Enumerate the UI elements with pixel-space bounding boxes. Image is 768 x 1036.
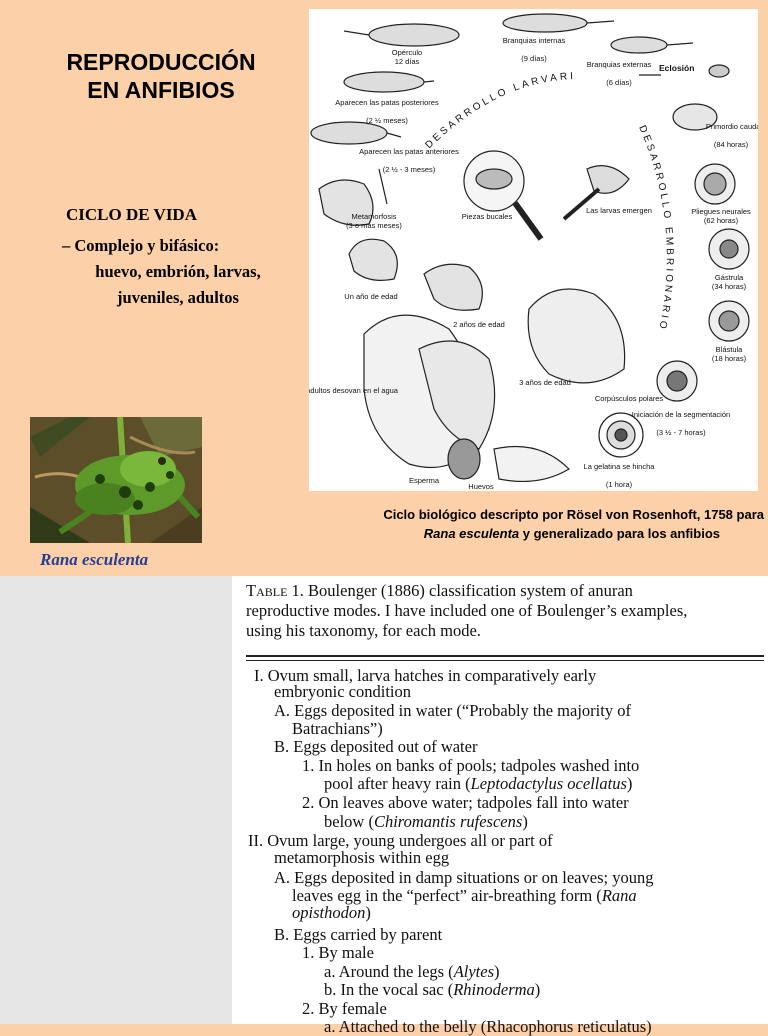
slide-title bbox=[30, 48, 292, 104]
label-two-years: 2 años de edad bbox=[453, 320, 505, 329]
table-caption-line-3: using his taxonomy, for each mode. bbox=[246, 621, 481, 640]
label-ext-gills-time: (6 días) bbox=[606, 78, 632, 87]
table-row-9-species: Chiromantis rufescens bbox=[373, 812, 523, 831]
label-adults-spawn: dultos desovan en el agua bbox=[310, 386, 398, 395]
table-row-8: 2. On leaves above water; tadpoles fall into water bbox=[302, 793, 629, 812]
table-row-7-a: pool after heavy rain ( bbox=[324, 774, 471, 793]
title-line-1: REPRODUCCIÓN bbox=[66, 49, 256, 75]
table-row-14-c: ) bbox=[365, 903, 371, 922]
frog-photo bbox=[30, 417, 202, 543]
table-row-6: 1. In holes on banks of pools; tadpoles washed into bbox=[302, 756, 640, 775]
table-row-17-c: ) bbox=[494, 962, 500, 981]
label-segmentation: Iniciación de la segmentación bbox=[631, 410, 731, 419]
table-row-7-c: ) bbox=[626, 774, 633, 793]
table-caption-line-2: reproductive modes. I have included one of Boulenger’s examples, bbox=[246, 601, 688, 620]
table-row-13-a: leaves egg in the “perfect” air-breathing form ( bbox=[292, 886, 602, 905]
label-opercle-time: 12 días bbox=[394, 57, 420, 66]
label-one-year: Un año de edad bbox=[344, 292, 398, 301]
table-row-15: B. Eggs carried by parent bbox=[274, 925, 443, 944]
label-fore-legs-time: (2 ½ - 3 meses) bbox=[382, 165, 436, 174]
label-sperm: Esperma bbox=[408, 476, 440, 485]
left-grey-panel bbox=[0, 576, 232, 1024]
table-row-7-species: Leptodactylus ocellatus bbox=[470, 774, 627, 793]
table-rule-bottom bbox=[246, 660, 764, 661]
table-row-9 bbox=[324, 812, 528, 831]
table-row-11: metamorphosis within egg bbox=[274, 848, 450, 867]
table-label: Table 1. bbox=[246, 581, 304, 600]
table-row-3: A. Eggs deposited in water (“Probably the majority of bbox=[274, 701, 631, 720]
label-hind-legs-time: (2 ½ meses) bbox=[366, 116, 408, 125]
table-caption-line-1 bbox=[246, 581, 764, 601]
label-gastrula: Gástrula bbox=[714, 273, 744, 282]
label-tail-bud: Primordio caudal bbox=[705, 122, 758, 131]
table-row-10: II. Ovum large, young undergoes all or part of bbox=[248, 831, 553, 850]
label-int-gills-time: (9 días) bbox=[521, 54, 547, 63]
label-blastula-time: (18 horas) bbox=[711, 354, 747, 363]
label-jelly-time: (1 hora) bbox=[605, 480, 633, 489]
table-row-18-a: b. In the vocal sac ( bbox=[324, 980, 454, 999]
label-larvae-emerge: Las larvas emergen bbox=[586, 206, 652, 215]
table-row-4: Batrachians”) bbox=[292, 719, 383, 738]
label-three-years: 3 años de edad bbox=[519, 378, 571, 387]
bullet-line-3: juveniles, adultos bbox=[117, 288, 239, 307]
label-tail-bud-time: (84 horas) bbox=[713, 140, 749, 149]
table-row-17 bbox=[324, 962, 500, 981]
label-hind-legs: Aparecen las patas posteriores bbox=[335, 98, 439, 107]
label-segmentation-time: (3 ½ - 7 horas) bbox=[656, 428, 706, 437]
label-gastrula-time: (34 horas) bbox=[711, 282, 747, 291]
figure-caption-rest: y generalizado para los anfibios bbox=[519, 526, 720, 541]
label-int-gills: Branquias internas bbox=[502, 36, 566, 45]
figure-caption-line-1: Ciclo biológico descripto por Rösel von Rosenhoft, 1758 para bbox=[383, 507, 764, 522]
table-row-16: 1. By male bbox=[302, 943, 374, 962]
table-row-12: A. Eggs deposited in damp situations or on leaves; young bbox=[274, 868, 654, 887]
label-eggs: Huevos bbox=[468, 482, 494, 491]
label-ext-gills: Branquias externas bbox=[586, 60, 652, 69]
table-caption bbox=[246, 581, 764, 641]
table-row-17-a: a. Around the legs ( bbox=[324, 962, 454, 981]
title-line-2: EN ANFIBIOS bbox=[87, 77, 235, 103]
table-row-7 bbox=[324, 774, 632, 793]
table-row-14 bbox=[292, 903, 371, 922]
arc-embryonic-label: DESARROLLO EMBRIONARIO bbox=[636, 123, 675, 333]
figure-caption-line-2 bbox=[244, 524, 764, 543]
table-row-5: B. Eggs deposited out of water bbox=[274, 737, 478, 756]
figure-caption-species: Rana esculenta bbox=[423, 526, 520, 541]
table-row-1: I. Ovum small, larva hatches in comparatively early bbox=[254, 666, 597, 685]
cycle-heading: CICLO DE VIDA bbox=[66, 205, 197, 224]
life-cycle-figure bbox=[309, 9, 758, 491]
boulenger-table-panel bbox=[232, 576, 768, 1036]
life-cycle-diagram bbox=[309, 9, 758, 491]
label-metamorphosis-time: (3 o más meses) bbox=[346, 221, 402, 230]
table-row-18-c: ) bbox=[534, 980, 541, 999]
svg-text:DESARROLLO EMBRIONARIO bbox=[636, 124, 675, 333]
bullet-line-2: huevo, embrión, larvas, bbox=[95, 262, 261, 281]
label-opercle: Opérculo bbox=[391, 48, 423, 57]
table-row-18-genus: Rhinoderma bbox=[453, 980, 535, 999]
label-hatching: Eclosión bbox=[659, 63, 695, 73]
table-row-19: 2. By female bbox=[302, 999, 387, 1018]
table-row-13-genus: Rana bbox=[601, 886, 637, 905]
label-polar-bodies: Corpúsculos polares bbox=[594, 394, 664, 403]
label-blastula: Blástula bbox=[715, 345, 743, 354]
arc-larval-label: DESARROLLO LARVARI bbox=[423, 71, 577, 152]
figure-caption bbox=[244, 505, 764, 543]
table-row-17-genus: Alytes bbox=[453, 962, 495, 981]
table-row-2: embryonic condition bbox=[274, 682, 412, 701]
table-caption-text-1: Boulenger (1886) classification system of anuran bbox=[308, 581, 633, 600]
label-neural-folds: Pliegues neurales bbox=[691, 207, 751, 216]
photo-caption: Rana esculenta bbox=[40, 550, 149, 569]
label-fore-legs: Aparecen las patas anteriores bbox=[359, 147, 459, 156]
table-row-9-c: ) bbox=[522, 812, 528, 831]
label-mouthparts: Piezas bucales bbox=[461, 212, 513, 221]
table-row-14-species: opisthodon bbox=[292, 903, 366, 922]
table-row-18 bbox=[324, 980, 540, 999]
bullet-line-1: – Complejo y bifásico: bbox=[62, 236, 220, 255]
life-cycle-bullet bbox=[62, 233, 294, 311]
table-row-20: a. Attached to the belly (Rhacophorus reticulatus) bbox=[324, 1017, 652, 1036]
label-metamorphosis: Metamorfosis bbox=[351, 212, 397, 221]
label-neural-folds-time: (62 horas) bbox=[703, 216, 739, 225]
table-row-9-a: below ( bbox=[324, 812, 374, 831]
table-rule-top bbox=[246, 655, 764, 657]
label-jelly: La gelatina se hincha bbox=[583, 462, 655, 471]
